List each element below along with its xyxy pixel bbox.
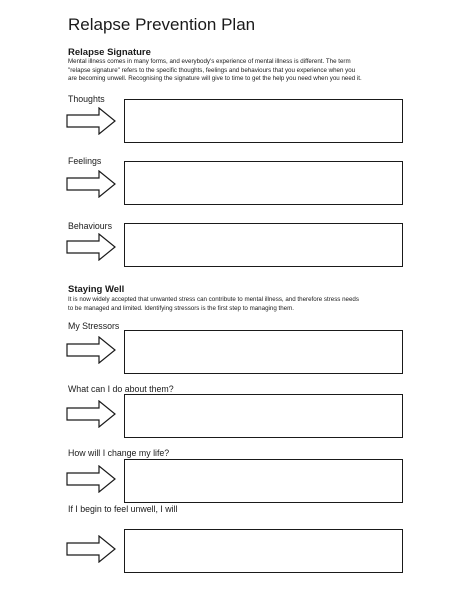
section-heading-staying-well: Staying Well	[68, 284, 125, 295]
section-intro-staying-well	[68, 296, 414, 313]
arrow-right-icon	[66, 535, 116, 563]
arrow-right-icon	[66, 170, 116, 198]
arrow-right-icon	[66, 107, 116, 135]
thoughts-input-box[interactable]	[124, 99, 403, 143]
intro-line: Mental illness comes in many forms, and everybody's experience of mental illness is different. The term	[68, 58, 351, 65]
what-can-i-do-input-box[interactable]	[124, 394, 403, 438]
arrow-right-icon	[66, 336, 116, 364]
field-label-my-stressors: My Stressors	[68, 321, 120, 331]
field-label-thoughts: Thoughts	[68, 94, 105, 104]
arrow-right-icon	[66, 465, 116, 493]
if-i-feel-unwell-input-box[interactable]	[124, 529, 403, 573]
arrow-right-icon	[66, 233, 116, 261]
feelings-input-box[interactable]	[124, 161, 403, 205]
intro-line: "relapse signature" refers to the specific thoughts, feelings and behaviours that you experience when you	[68, 66, 356, 74]
intro-line: are becoming unwell. Recognising the signature will give to time to get the help you need when you need it.	[68, 75, 362, 82]
how-will-i-change-input-box[interactable]	[124, 459, 403, 503]
field-label-how-will-i-change: How will I change my life?	[68, 448, 170, 458]
section-heading-relapse-signature: Relapse Signature	[68, 47, 151, 58]
field-label-behaviours: Behaviours	[68, 221, 113, 231]
field-label-if-i-feel-unwell: If I begin to feel unwell, I will	[68, 504, 178, 514]
field-label-what-can-i-do: What can I do about them?	[68, 384, 174, 394]
section-intro-relapse-signature	[68, 58, 414, 84]
intro-line: to be managed and limited. Identifying stressors is the first step to managing them.	[68, 304, 294, 312]
page-title: Relapse Prevention Plan	[68, 15, 256, 34]
arrow-right-icon	[66, 400, 116, 428]
field-label-feelings: Feelings	[68, 156, 102, 166]
my-stressors-input-box[interactable]	[124, 330, 403, 374]
intro-line: It is now widely accepted that unwanted stress can contribute to mental illness, and therefore stress needs	[68, 296, 359, 303]
behaviours-input-box[interactable]	[124, 223, 403, 267]
